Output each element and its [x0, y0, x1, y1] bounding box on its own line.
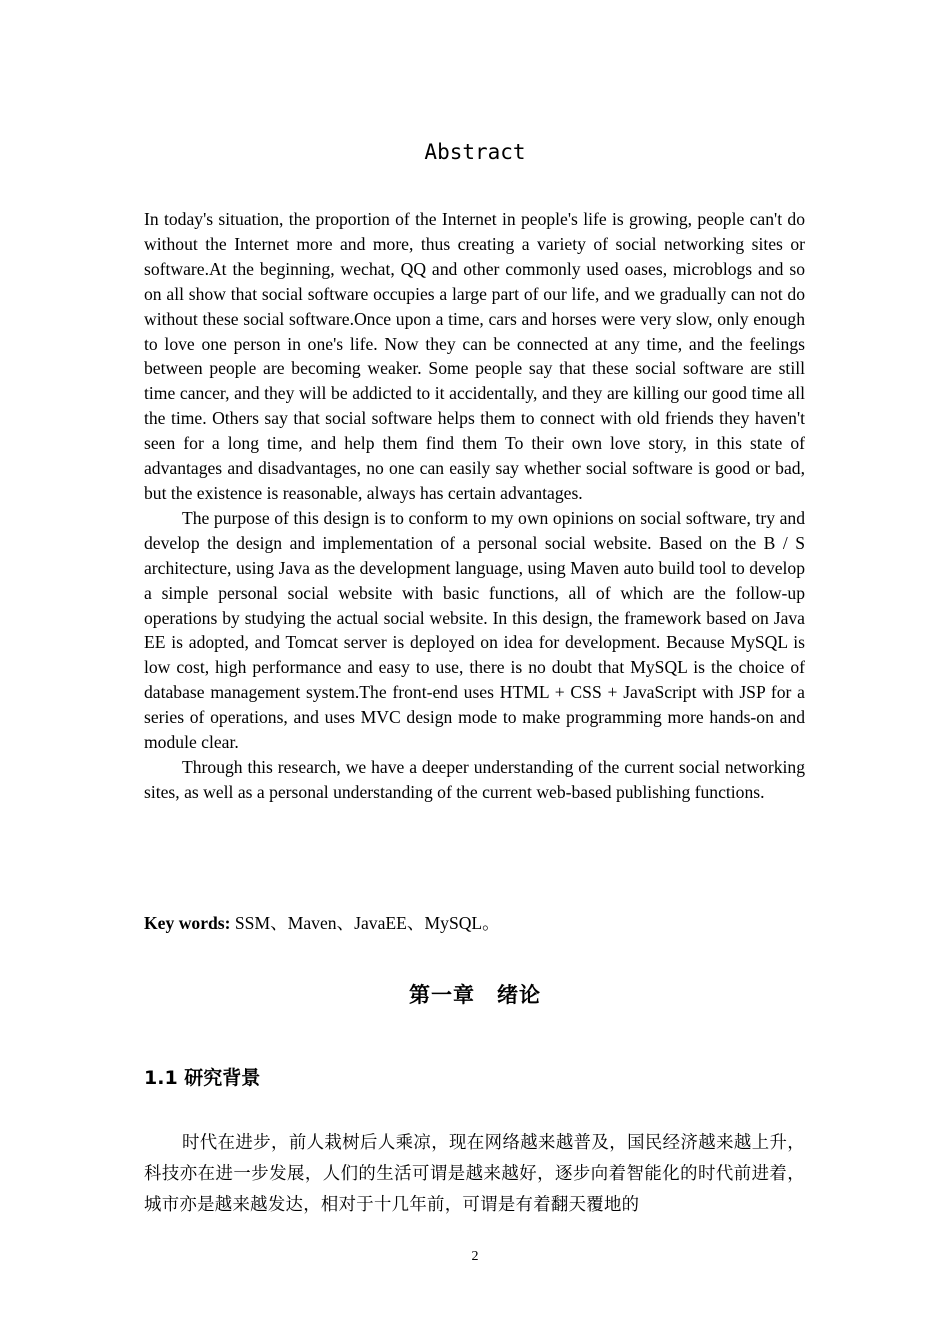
abstract-paragraph: Through this research, we have a deeper understanding of the current social networking sites, as well as a personal understanding of the current web-based publishing functions.	[144, 756, 805, 802]
keywords-line	[144, 911, 805, 936]
keywords-label: Key words:	[144, 913, 231, 933]
abstract-title: Abstract	[424, 140, 526, 164]
chapter-title: 第一章 绪论	[409, 983, 541, 1007]
abstract-paragraph: The purpose of this design is to conform to my own opinions on social software, try and develop the design and implementation of a personal social website. Based on the B / S architecture, using Java as the development language, using Maven auto build tool to develop a simple personal social website with basic functions, all of which are the follow-up operations by studying the actual social website. In this design, the framework based on Java EE is adopted, and Tomcat server is deployed on idea for development. Because MySQL is low cost, high performance and easy to use, there is no doubt that MySQL is the choice of database management system.The front-end uses HTML + CSS + JavaScript with JSP for a series of operations, and uses MVC design mode to make programming more hands-on and module clear.	[144, 507, 805, 753]
section-title: 1.1 研究背景	[144, 1067, 261, 1089]
section-body: 时代在进步，前人栽树后人乘凉，现在网络越来越普及，国民经济越来越上升，科技亦在进一步发展，人们的生活可谓是越来越好，逐步向着智能化的时代前进着，城市亦是越来越发达，相对于十几年前，可谓是有着翻天覆地的	[144, 1133, 805, 1215]
keywords-value: SSM、Maven、JavaEE、MySQL。	[230, 913, 500, 933]
abstract-paragraph: In today's situation, the proportion of the Internet in people's life is growing, people can't do without the Internet more and more, thus creating a variety of social networking sites or software.At the beginning, wechat, QQ and other commonly used oases, microblogs and so on all show that social software occupies a large part of our life, and we gradually can not do without these social software.Once upon a time, cars and horses were very slow, only enough to love one person in one's life. Now they can be connected at any time, and the feelings between people are becoming weaker. Some people say that these social software are still time cancer, and they will be addicted to it accidentally, and they are killing our good time all the time. Others say that social software helps them to connect with old friends they haven't seen for a long time, and help them find them To their own love story, in this state of advantages and disadvantages, no one can easily say whether social software is good or bad, but the existence is reasonable, always has certain advantages.	[144, 209, 805, 503]
page-number: 2	[471, 1249, 479, 1264]
abstract-body	[144, 207, 805, 805]
